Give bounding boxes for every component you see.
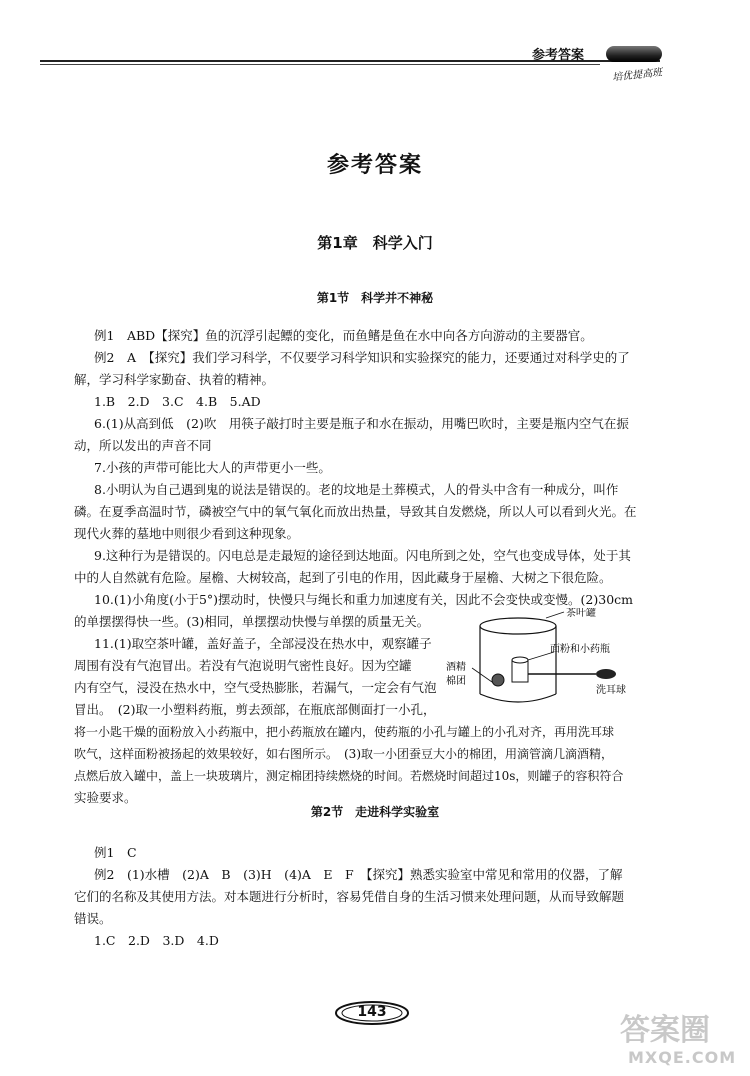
answer-line: 8.小明认为自己遇到鬼的说法是错误的。老的坟地是土葬模式，人的骨头中含有一种成分，叫作 xyxy=(94,482,619,497)
page-title: 参考答案 xyxy=(326,153,423,178)
header-slogan: 培优提高班 xyxy=(611,67,663,84)
figure-label-bottle: 面粉和小药瓶 xyxy=(550,644,610,655)
header-badge-shape xyxy=(606,46,662,62)
answer-line: 的单摆摆得快一些。(3)相同，单摆摆动快慢与单摆的质量无关。 xyxy=(74,614,430,629)
header-rule-thin xyxy=(40,64,600,65)
answer-line: 例2 (1)水槽 (2)A B (3)H (4)A E F 【探究】熟悉实验室中常见和常用的仪器，了解 xyxy=(94,867,623,882)
answer-line: 例2 A 【探究】我们学习科学，不仅要学习科学知识和实验探究的能力，还要通过对科学史的了 xyxy=(94,350,630,365)
chapter-title: 第1章 科学入门 xyxy=(317,234,433,252)
answer-line: 6.(1)从高到低 (2)吹 用筷子敲打时主要是瓶子和水在振动，用嘴巴吹时，主要是瓶内空气在振 xyxy=(94,416,629,431)
figure-label-cotton: 棉团 xyxy=(446,676,466,687)
answer-line: 点燃后放入罐中，盖上一块玻璃片，测定棉团持续燃烧的时间。若燃烧时间超过10s，则罐子的容积符合 xyxy=(74,769,624,783)
figure-label-alcohol: 酒精 xyxy=(446,662,466,673)
answer-line: 例1 ABD【探究】鱼的沉浮引起鳔的变化，而鱼鳍是鱼在水中向各方向游动的主要器官。 xyxy=(94,328,593,343)
answer-line: 解，学习科学家勤奋、执着的精神。 xyxy=(74,372,275,387)
tea-can-diagram xyxy=(446,608,636,718)
answer-line: 7.小孩的声带可能比大人的声带更小一些。 xyxy=(94,460,331,475)
answer-line: 周围有没有气泡冒出。若没有气泡说明气密性良好。因为空罐 xyxy=(74,658,412,673)
answer-line: 磷。在夏季高温时节，磷被空气中的氧气氧化而放出热量，导致其自发燃烧，所以人可以看到火光。在 xyxy=(74,504,637,519)
answer-line: 将一小匙干燥的面粉放入小药瓶中，把小药瓶放在罐内，使药瓶的小孔与罐上的小孔对齐，再用洗耳球 xyxy=(74,725,615,739)
answer-line: 1.C 2.D 3.D 4.D xyxy=(94,933,219,948)
answer-line: 11.(1)取空茶叶罐，盖好盖子，全部浸没在热水中，观察罐子 xyxy=(94,636,432,651)
answer-line: 9.这种行为是错误的。闪电总是走最短的途径到达地面。闪电所到之处，空气也变成导体，处于其 xyxy=(94,548,631,563)
answer-line: 10.(1)小角度(小于5°)摆动时，快慢只与绳长和重力加速度有关，因此不会变快或变慢。(2)30cm xyxy=(94,592,634,607)
figure-label-bulb: 洗耳球 xyxy=(596,685,626,696)
answer-line: 吹气，这样面粉被扬起的效果较好，如右图所示。 (3)取一小团蚕豆大小的棉团，用滴管滴几滴酒精， xyxy=(74,747,614,761)
figure-label-jar: 茶叶罐 xyxy=(566,608,596,619)
answer-line: 内有空气，浸没在热水中，空气受热膨胀，若漏气，一定会有气泡 xyxy=(74,680,437,695)
answer-line: 它们的名称及其使用方法。对本题进行分析时，容易凭借自身的生活习惯来处理问题，从而导致解题 xyxy=(74,889,625,904)
answer-line: 冒出。 (2)取一小塑料药瓶，剪去颈部，在瓶底部侧面打一小孔， xyxy=(74,702,436,717)
answer-line: 动，所以发出的声音不同 xyxy=(74,438,212,453)
header-title: 参考答案 xyxy=(532,48,585,63)
answer-line: 1.B 2.D 3.C 4.B 5.AD xyxy=(94,394,261,409)
section-title-1: 第1节 科学并不神秘 xyxy=(316,291,434,305)
answer-line: 错误。 xyxy=(74,911,112,926)
watermark-url: MXQE.COM xyxy=(628,1048,737,1067)
answer-line: 中的人自然就有危险。屋檐、大树较高，起到了引电的作用，因此藏身于屋檐、大树之下很危险。 xyxy=(74,570,612,585)
answer-line: 例1 C xyxy=(94,845,137,860)
answer-line: 实验要求。 xyxy=(74,790,137,805)
answer-line: 现代火葬的墓地中则很少看到这种现象。 xyxy=(74,526,300,541)
watermark-logo: 答案圈 xyxy=(620,1013,710,1048)
page-number: 143 xyxy=(357,1004,387,1020)
section-title-2: 第2节 走进科学实验室 xyxy=(310,805,440,819)
